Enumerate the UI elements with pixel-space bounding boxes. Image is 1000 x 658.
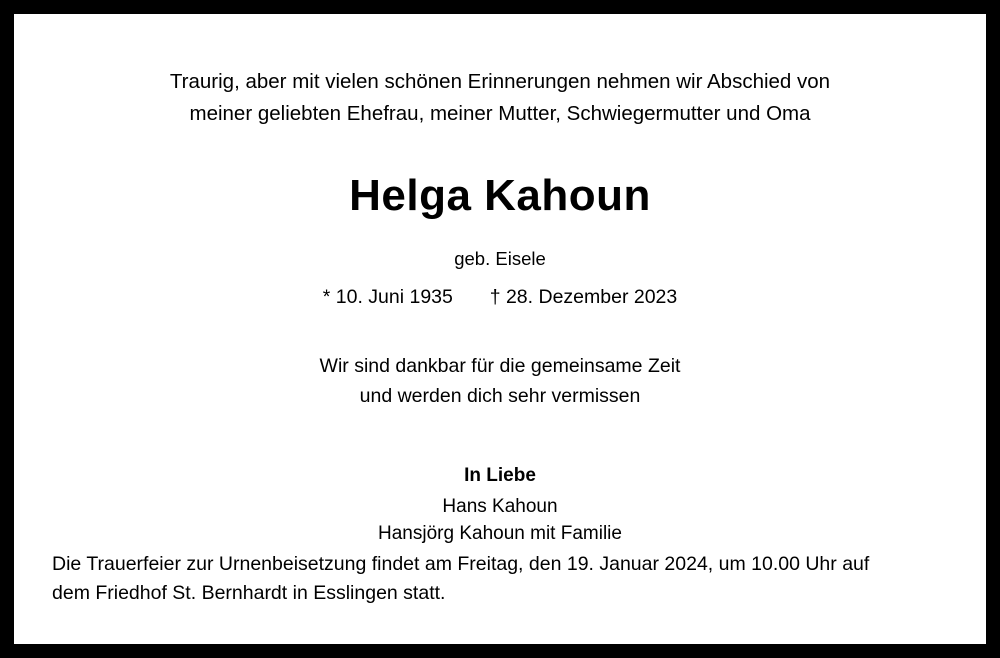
death-date: † 28. Dezember 2023 [489,285,678,308]
birth-date: * 10. Juni 1935 [322,285,453,308]
intro-line-1: Traurig, aber mit vielen schönen Erinnerungen nehmen wir Abschied von [169,70,831,93]
closing-block [52,463,948,547]
survivor-name: Hans Kahoun [442,495,558,517]
maiden-name: geb. Eisele [454,247,546,269]
notice-inner-frame [12,12,988,646]
deceased-name: Helga Kahoun [349,170,651,220]
service-line-1: Die Trauerfeier zur Urnenbeisetzung findet am Freitag, den 19. Januar 2024, um 10.00 Uhr auf [52,552,870,575]
closing-label: In Liebe [464,465,536,487]
service-details [52,550,948,623]
life-dates [52,286,948,309]
intro-text [52,66,948,130]
notice-body [52,44,948,550]
survivor-name: Hansjörg Kahoun mit Familie [378,522,622,544]
gratitude-line-1: Wir sind dankbar für die gemeinsame Zeit [319,354,681,377]
intro-line-2: meiner geliebten Ehefrau, meiner Mutter, Schwiegermutter und Oma [189,101,811,125]
gratitude-text [52,351,948,411]
service-line-2: dem Friedhof St. Bernhardt in Esslingen statt. [52,581,446,604]
gratitude-line-2: und werden dich sehr vermissen [359,385,641,408]
